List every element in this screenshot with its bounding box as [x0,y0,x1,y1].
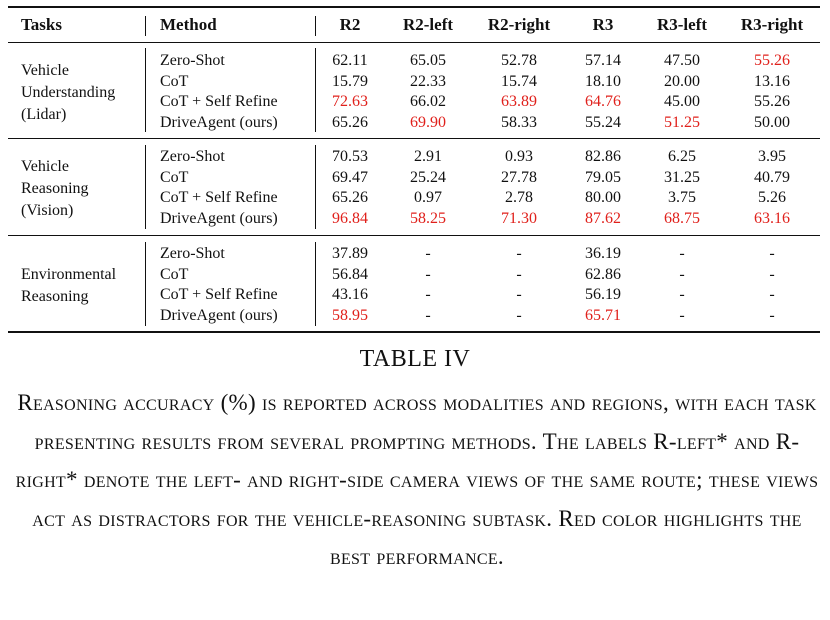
value-cell: 51.25 [664,114,700,132]
method-cell: DriveAgent (ours) [160,114,278,132]
value-cell: 58.95 [332,307,368,325]
value-cell: - [516,307,522,325]
value-cell: - [425,307,431,325]
value-cell: - [516,265,522,283]
task-label-line: Environmental [21,266,117,284]
value-cell: 55.26 [754,52,790,69]
value-cell: 55.24 [585,114,621,132]
header-method: Method [160,15,217,34]
method-cell: DriveAgent (ours) [160,210,278,228]
method-cell: CoT [160,72,189,90]
value-cell: 57.14 [585,52,621,69]
value-cell: 63.89 [501,93,537,111]
method-cell: CoT [160,265,189,283]
value-cell: 2.91 [414,148,442,165]
value-cell: 3.75 [668,189,696,207]
value-cell: - [769,286,775,304]
value-cell: 62.11 [332,52,368,69]
table-top-rule [8,6,820,8]
value-cell: 79.05 [585,168,621,186]
value-cell: - [679,245,685,262]
value-cell: 82.86 [585,148,621,165]
value-cell: - [425,286,431,304]
value-cell: 15.79 [332,72,368,90]
header-r3-left: R3-left [656,15,708,34]
value-cell: 2.78 [505,189,533,207]
table-section-rule [8,235,820,236]
task-label-line: Vehicle [21,158,69,176]
task-label-line: Reasoning [21,180,89,198]
value-cell: - [679,307,685,325]
caption-text: Reasoning accuracy (%) is reported across modalities and regions, with each task presenting results from several prompting methods. The labels R-left* and R-right* denote the left- and right-side camera views of the same route; these views act as distractors for the vehicle-reasoning subtask. Red color highlights the best performance. [15,390,819,569]
header-r3: R3 [592,15,614,34]
value-cell: - [679,286,685,304]
value-cell: 65.05 [410,52,446,69]
value-cell: 0.97 [414,189,442,207]
task-label-line: (Lidar) [21,106,67,124]
value-cell: 68.75 [664,210,700,228]
value-cell: 56.19 [585,286,621,304]
value-cell: 13.16 [754,72,790,90]
value-cell: 50.00 [754,114,790,132]
value-cell: 45.00 [664,93,700,111]
value-cell: 69.90 [410,114,446,132]
value-cell: 64.76 [585,93,621,111]
task-label-line: Reasoning [21,288,89,306]
value-cell: 96.84 [332,210,368,228]
value-cell: - [425,265,431,283]
header-r2-left: R2-left [402,15,454,34]
value-cell: 22.33 [410,72,446,90]
method-cell: CoT [160,168,189,186]
value-cell: 69.47 [332,168,368,186]
table-section-rule [8,138,820,139]
task-label-line: Understanding [21,84,116,102]
method-cell: CoT + Self Refine [160,286,278,304]
method-cell: CoT + Self Refine [160,189,278,207]
value-cell: - [769,307,775,325]
value-cell: 31.25 [664,168,700,186]
value-cell: 65.71 [585,307,621,325]
method-cell: Zero-Shot [160,148,225,165]
value-cell: 40.79 [754,168,790,186]
value-cell: 20.00 [664,72,700,90]
value-cell: 56.84 [332,265,368,283]
header-separator [145,16,146,36]
value-cell: 72.63 [332,93,368,111]
value-cell: 27.78 [501,168,537,186]
task-label-line: Vehicle [21,62,69,80]
header-r3-right: R3-right [740,15,804,34]
header-r2: R2 [339,15,361,34]
value-cell: 0.93 [505,148,533,165]
value-cell: 36.19 [585,245,621,262]
caption-title: TABLE IV [359,346,471,372]
value-cell: 3.95 [758,148,786,165]
value-cell: 15.74 [501,72,537,90]
value-cell: - [516,245,522,262]
value-cell: 43.16 [332,286,368,304]
value-cell: 58.33 [501,114,537,132]
value-cell: - [679,265,685,283]
header-tasks: Tasks [21,15,62,34]
method-cell: CoT + Self Refine [160,93,278,111]
value-cell: 70.53 [332,148,368,165]
column-separator [145,145,146,229]
value-cell: 87.62 [585,210,621,228]
method-cell: DriveAgent (ours) [160,307,278,325]
value-cell: - [516,286,522,304]
value-cell: 25.24 [410,168,446,186]
value-cell: 18.10 [585,72,621,90]
value-cell: 80.00 [585,189,621,207]
value-cell: 47.50 [664,52,700,69]
value-cell: 58.25 [410,210,446,228]
value-cell: 62.86 [585,265,621,283]
value-cell: 63.16 [754,210,790,228]
table-header-rule [8,42,820,43]
value-cell: 65.26 [332,189,368,207]
task-label-line: (Vision) [21,202,74,220]
method-cell: Zero-Shot [160,245,225,262]
value-cell: 55.26 [754,93,790,111]
value-cell: 37.89 [332,245,368,262]
value-cell: - [769,265,775,283]
value-cell: 52.78 [501,52,537,69]
method-cell: Zero-Shot [160,52,225,69]
value-cell: 6.25 [668,148,696,165]
column-separator [145,242,146,326]
value-cell: 65.26 [332,114,368,132]
value-cell: - [769,245,775,262]
value-cell: 5.26 [758,189,786,207]
value-cell: - [425,245,431,262]
column-separator [145,48,146,132]
value-cell: 66.02 [410,93,446,111]
header-r2-right: R2-right [487,15,551,34]
value-cell: 71.30 [501,210,537,228]
table-bottom-rule [8,331,820,333]
